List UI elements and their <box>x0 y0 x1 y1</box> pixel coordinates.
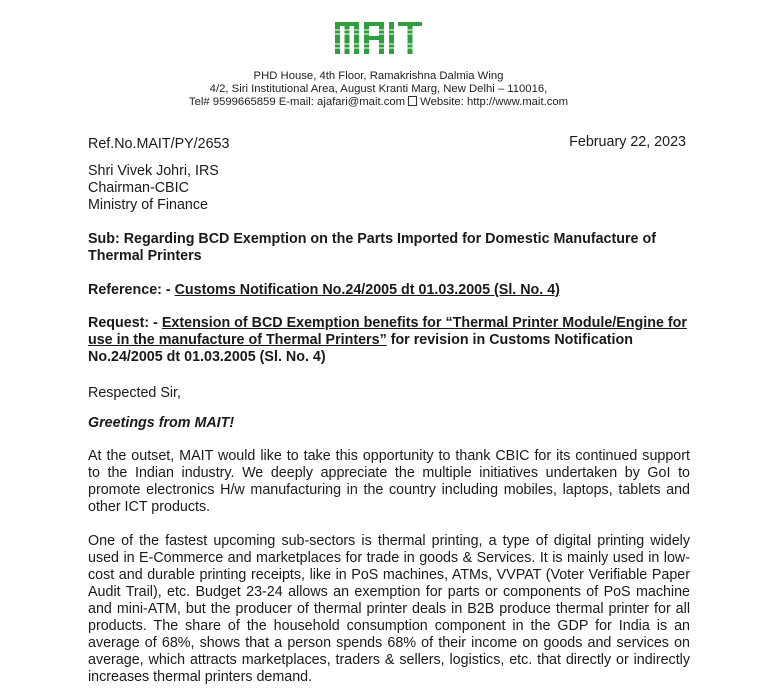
addressee-name: Shri Vivek Johri, IRS <box>88 163 219 179</box>
checkbox-glyph-icon <box>408 96 417 106</box>
address-line-1: PHD House, 4th Floor, Ramakrishna Dalmia Wing <box>253 70 504 82</box>
reference-notification: Customs Notification No.24/2005 dt 01.03.2005 (Sl. No. 4) <box>174 282 560 298</box>
reference-label: Reference: - <box>88 282 175 298</box>
paragraph-thermal-printing: One of the fastest upcoming sub-sectors is thermal printing, a type of digital printing widely used in E-Commerce and marketplaces for trade in goods & Services. It is mainly used in low-cost and durable printing receipts, like in PoS machines, ATMs, VVPAT (Voter Verifiable Paper Audit Trail), etc. Budget 23-24 allows an exemption for parts or components of PoS machine and mini-ATM, but the producer of thermal printer deals in B2B produce thermal printer for all products. The share of the household consumption component in the GDP for India is an average of 68%, shows that a person spends 68% of their income on goods and services on average, which attracts marketplaces, traders & sellers, logistics, etc. that directly or indirectly increases thermal printers demand. <box>88 533 690 685</box>
addressee-block <box>88 163 219 214</box>
contact-website: Website: http://www.mait.com <box>420 96 569 108</box>
request-line <box>88 315 690 366</box>
address-line-2: 4/2, Siri Institutional Area, August Kranti Marg, New Delhi – 110016, <box>209 83 548 95</box>
reference-number: Ref.No.MAIT/PY/2653 <box>88 136 230 152</box>
greeting: Greetings from MAIT! <box>88 415 235 431</box>
paragraph-intro: At the outset, MAIT would like to take this opportunity to thank CBIC for its continued support to the Indian industry. We deeply appreciate the multiple initiatives undertaken by GoI to promote electronics H/w manufacturing in the country including mobiles, laptops, tablets and other ICT products. <box>88 448 690 515</box>
mait-logo <box>0 18 757 61</box>
request-rest: for revision in Customs Notification No.24/2005 dt 01.03.2005 (Sl. No. 4) <box>88 332 633 365</box>
letter-date: February 22, 2023 <box>569 134 686 150</box>
contact-line <box>0 96 757 109</box>
mait-logo-mark <box>334 18 424 56</box>
request-underlined: Extension of BCD Exemption benefits for “Thermal Printer Module/Engine for use in the manufacture of Thermal Printers” <box>88 315 687 348</box>
request-label: Request: - <box>88 315 162 331</box>
salutation: Respected Sir, <box>88 385 181 401</box>
reference-line <box>88 282 690 299</box>
addressee-title: Chairman-CBIC <box>88 180 189 196</box>
contact-tel-email: Tel# 9599665859 E-mail: ajafari@mait.com <box>188 96 406 108</box>
subject-line: Sub: Regarding BCD Exemption on the Parts Imported for Domestic Manufacture of Thermal Printers <box>88 231 656 264</box>
addressee-org: Ministry of Finance <box>88 197 208 213</box>
